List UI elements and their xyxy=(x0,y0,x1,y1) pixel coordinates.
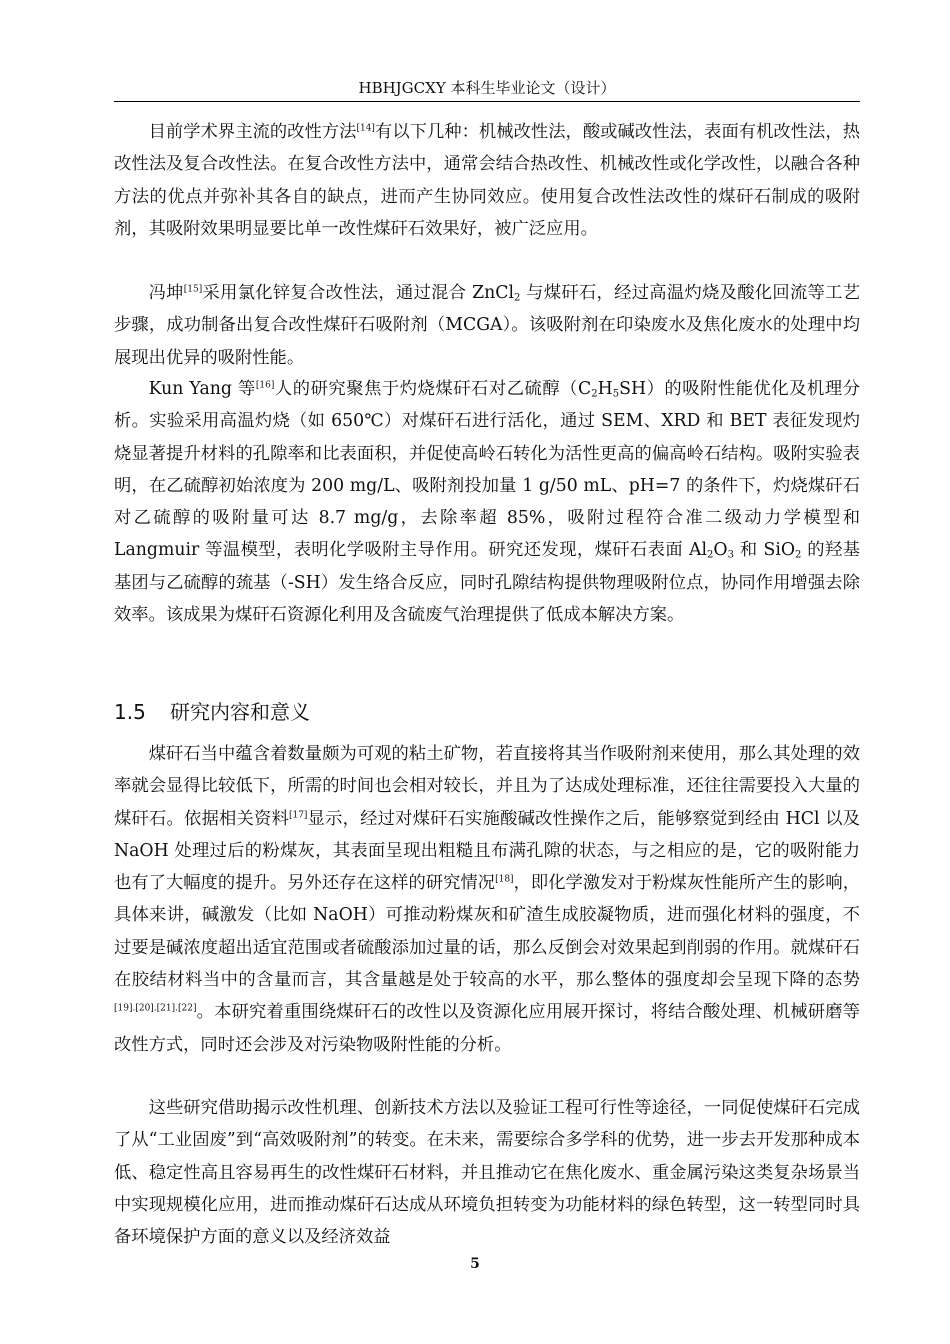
paragraph-modification-methods xyxy=(114,116,860,245)
text: 人的研究聚焦于灼烧煤矸石对乙硫醇（C xyxy=(274,379,592,399)
subscript: 2 xyxy=(707,549,714,561)
citation-ref: [16] xyxy=(255,380,275,391)
paragraph-coal-gangue-clay xyxy=(114,738,860,1061)
paragraph-research-outlook xyxy=(114,1092,860,1253)
text: 显示，经过对煤矸石实施酸碱改性操作之后，能够察觉到经由 HCl 以及 NaOH 处理过后的粉煤灰，其表面呈现出粗糙且布满孔隙的状态，与之相应的是，它的吸附能力也有了大幅度的提升。另外还存在这样的研究情况 xyxy=(114,808,860,894)
subscript: 2 xyxy=(514,292,521,304)
text: 这些研究借助揭示改性机理、创新技术方法以及验证工程可行性等途径，一同促使煤矸石完成了从“工业固废”到“高效吸附剂”的转变。在未来，需要综合多学科的优势，进一步去开发那种成本低、稳定性高且容易再生的改性煤矸石材料，并且推动它在焦化废水、重金属污染这类复杂场景当中实现规模化应用，进而推动煤矸石达成从环境负担转变为功能材料的绿色转型，这一转型同时具备环境保护方面的意义以及经济效益 xyxy=(114,1098,860,1248)
section-heading xyxy=(114,696,310,728)
paragraph-kun-yang xyxy=(114,373,860,631)
section-title: 研究内容和意义 xyxy=(170,700,310,724)
citation-ref: [19].[20].[21].[22] xyxy=(114,1004,197,1015)
text: Kun Yang 等 xyxy=(148,379,256,399)
subscript: 5 xyxy=(612,388,620,400)
running-header: HBHJGCXY 本科生毕业论文（设计） xyxy=(358,79,616,97)
text: 目前学术界主流的改性方法 xyxy=(148,122,357,142)
subscript: 3 xyxy=(727,549,734,561)
text: 采用氯化锌复合改性法，通过混合 ZnCl xyxy=(202,283,515,303)
subscript: 2 xyxy=(591,388,598,400)
text: 与煤矸石，经过高温灼烧及酸化回流等工艺步骤，成功制备出复合改性煤矸石吸附剂（MCGA）。该吸附剂在印染废水及焦化废水的处理中均展现出优异的吸附性能。 xyxy=(114,283,860,368)
text: 煤矸石当中蕴含着数量颇为可观的粘土矿物，若直接将其当作吸附剂来使用，那么其处理的效率就会显得比较低下，所需的时间也会相对较长，并且为了达成处理标准，还往往需要投入大量的煤矸石。依据相关资料 xyxy=(114,744,860,829)
citation-ref: [18] xyxy=(495,874,514,885)
page-number: 5 xyxy=(470,1256,480,1272)
text: SH）的吸附性能优化及机理分析。实验采用高温灼烧（如 650℃）对煤矸石进行活化，通过 SEM、XRD 和 BET 表征发现灼烧显著提升材料的孔隙率和比表面积，并促使高岭石转化为活性更高的偏高岭石结构。吸附实验表明，在乙硫醇初始浓度为 200 mg/L、吸附剂投加量 1 g/50 mL、pH=7 的条件下，灼烧煤矸石对乙硫醇的吸附量可达 8.7 mg/g，去除率超 85%，吸附过程符合准二级动力学模型和 Langmuir 等温模型，表明化学吸附主导作用。研究还发现，煤矸石表面 Al xyxy=(114,379,860,561)
text: ，即化学激发对于粉煤灰性能所产生的影响，具体来讲，碱激发（比如 NaOH）可推动粉煤灰和矿渣生成胶凝物质，进而强化材料的强度，不过要是碱浓度超出适宜范围或者硫酸添加过量的话，那么反倒会对效果起到削弱的作用。就煤矸石在胶结材料当中的含量而言，其含量越是处于较高的水平，那么整体的强度却会呈现下降的态势 xyxy=(114,873,860,991)
section-number: 1.5 xyxy=(114,700,146,724)
paragraph-feng-kun xyxy=(114,277,860,374)
text: O xyxy=(713,540,728,561)
header-rule xyxy=(114,101,860,102)
text: 。本研究着重围绕煤矸石的改性以及资源化应用展开探讨，将结合酸处理、机械研磨等改性方式，同时还会涉及对污染物吸附性能的分析。 xyxy=(114,1002,860,1055)
text: H xyxy=(597,379,613,399)
citation-ref: [14] xyxy=(356,123,375,134)
citation-ref: [15] xyxy=(183,284,203,295)
subscript: 2 xyxy=(795,549,802,561)
text: 的羟基基团与乙硫醇的巯基（-SH）发生络合反应，同时孔隙结构提供物理吸附位点，协同作用增强去除效率。该成果为煤矸石资源化利用及含硫废气治理提供了低成本解决方案。 xyxy=(114,540,860,626)
text: 和 SiO xyxy=(733,540,796,561)
citation-ref: [17] xyxy=(288,810,308,821)
text: 有以下几种：机械改性法，酸或碱改性法，表面有机改性法，热改性法及复合改性法。在复合改性方法中，通常会结合热改性、机械改性或化学改性，以融合各种方法的优点并弥补其各自的缺点，进而产生协同效应。使用复合改性法改性的煤矸石制成的吸附剂，其吸附效果明显要比单一改性煤矸石效果好，被广泛应用。 xyxy=(114,122,860,239)
text: 冯坤 xyxy=(148,283,184,303)
